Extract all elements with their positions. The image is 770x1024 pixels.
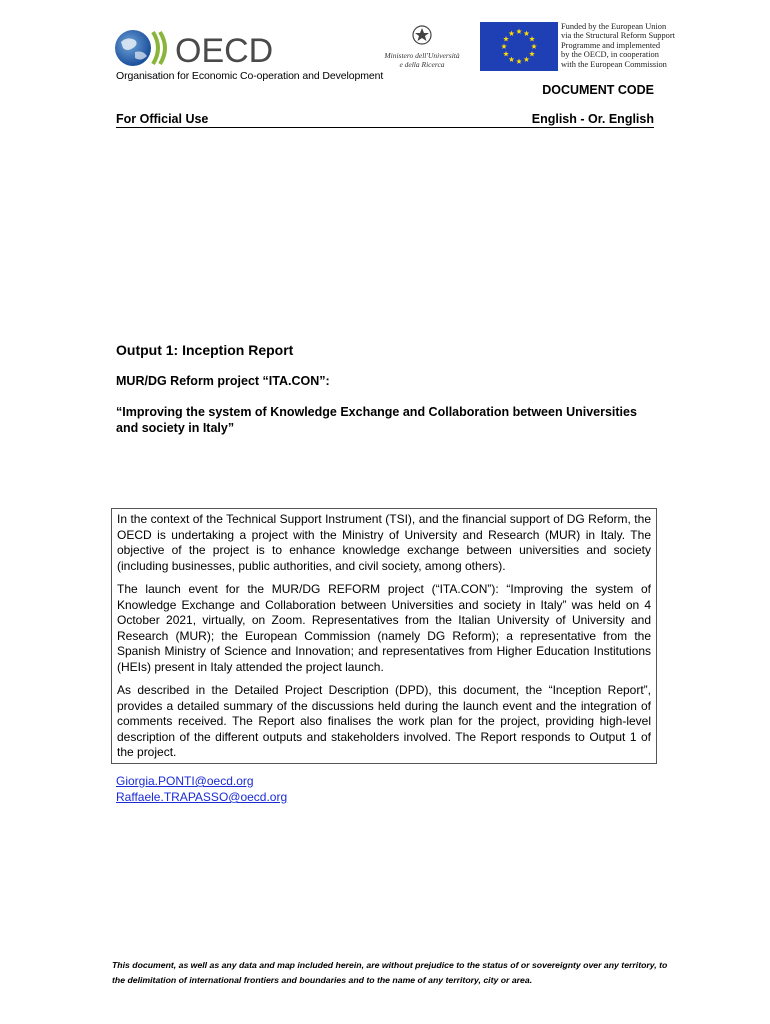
summary-paragraph: As described in the Detailed Project Description (DPD), this document, the “Inception Report”, provides a detailed summary of the discussions held during the launch event and the integration of comments received. The Report also finalises the work plan for the project, providing high-level description of the different outputs and stakeholders involved. The Report responds to Output 1 of the project. — [117, 683, 651, 759]
eu-funding-text — [561, 22, 711, 69]
contact-email-link[interactable]: Giorgia.PONTI@oecd.org — [116, 774, 254, 788]
summary-paragraph: In the context of the Technical Support Instrument (TSI), and the financial support of DG Reform, the OECD is undertaking a project with the Ministry of University and Research (MUR) in Italy. The objective of the project is to enhance knowledge exchange between universities and society (including businesses, public authorities, and civil society, among others). — [117, 512, 651, 573]
eu-star-icon — [531, 44, 537, 49]
project-title: “Improving the system of Knowledge Exchange and Collaboration between Universities and society in Italy” — [116, 405, 637, 435]
document-code: DOCUMENT CODE — [542, 83, 654, 97]
ministry-logo — [374, 24, 470, 72]
oecd-globe-icon — [113, 26, 288, 70]
eu-star-icon — [516, 29, 522, 34]
contact-email-link[interactable]: Raffaele.TRAPASSO@oecd.org — [116, 790, 288, 804]
org-name: Organisation for Economic Co-operation and Development — [116, 70, 384, 82]
project-name: MUR/DG Reform project “ITA.CON”: — [116, 374, 330, 388]
header-divider — [116, 127, 654, 128]
summary-paragraph: The launch event for the MUR/DG REFORM project (“ITA.CON”): “Improving the system of Knowledge Exchange and Collaboration between Universities and society in Italy” was held on 4 October 2021, virtually, on Zoom. Representatives from the Italian University of University and Research (MUR); the European Commission (namely DG Reform); a representative from the Spanish Ministry of Science and Innovation; and representatives from Higher Education Institutions (HEIs) present in Italy attended the project launch. — [117, 582, 651, 674]
eu-funding-line: Funded by the European Union — [561, 22, 667, 31]
eu-star-icon — [509, 31, 515, 36]
eu-star-icon — [516, 59, 522, 64]
eu-star-icon — [524, 31, 530, 36]
eu-funding-line: via the Structural Reform Support — [561, 31, 675, 41]
contacts — [116, 773, 287, 805]
language-label: English - Or. English — [531, 112, 654, 126]
eu-star-icon — [501, 44, 507, 49]
eu-funding-line: Programme and implemented — [561, 40, 661, 50]
eu-flag — [480, 22, 558, 71]
eu-stars-icon — [480, 22, 558, 71]
eu-star-icon — [503, 51, 509, 56]
ministry-name: Ministero dell'Università e della Ricerca — [384, 51, 460, 69]
eu-star-icon — [509, 56, 515, 61]
official-use-label: For Official Use — [116, 112, 209, 126]
footer-disclaimer: This document, as well as any data and map included herein, are without prejudice to the status of or sovereignty over any territory, to the delimitation of international frontiers and boundaries and to the name of any territory, city or area. — [112, 960, 668, 985]
eu-star-icon — [503, 36, 509, 41]
eu-star-icon — [529, 51, 535, 56]
emblem-icon — [410, 24, 434, 46]
summary-box — [111, 508, 657, 764]
eu-funding-line: by the OECD, in cooperation — [561, 50, 659, 60]
eu-star-icon — [529, 36, 535, 41]
eu-star-icon — [524, 56, 530, 61]
eu-funding-line: with the European Commission — [561, 59, 667, 69]
svg-text:OECD: OECD — [175, 32, 274, 70]
output-title: Output 1: Inception Report — [116, 342, 294, 358]
oecd-logo — [113, 26, 288, 70]
